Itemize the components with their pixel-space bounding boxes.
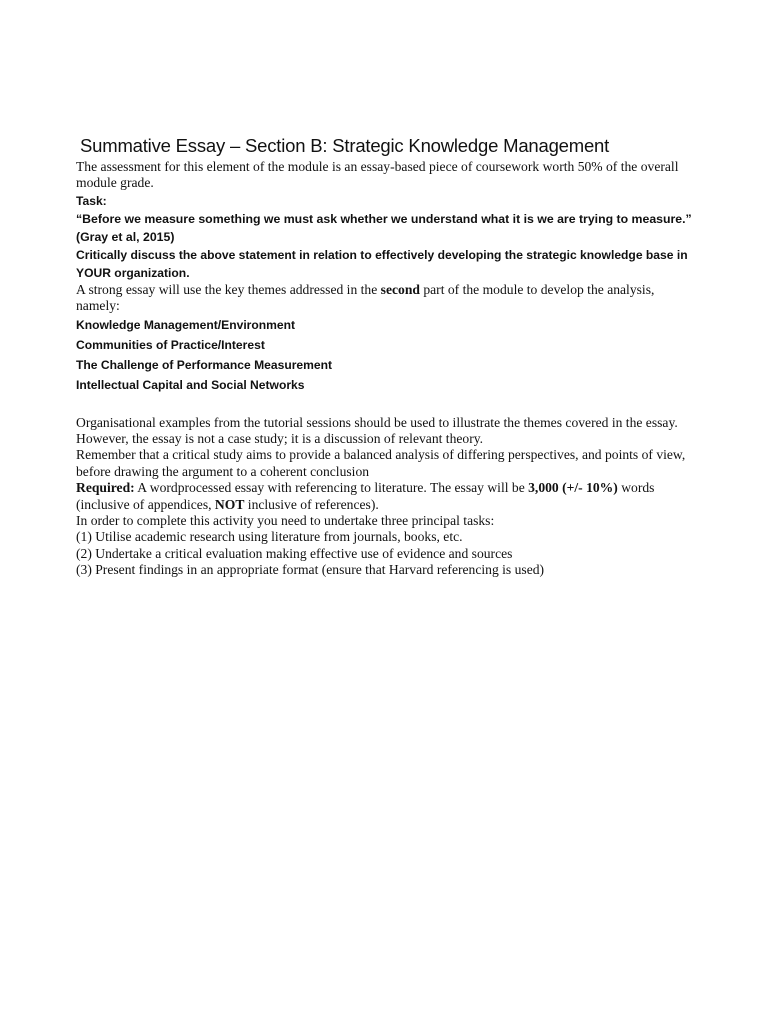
task-item: (2) Undertake a critical evaluation making effective use of evidence and sources — [76, 545, 513, 561]
task-item: (3) Present findings in an appropriate format (ensure that Harvard referencing is used) — [76, 562, 545, 578]
required-text-1: A wordprocessed essay with referencing to literature. The essay will be — [134, 480, 529, 496]
themes-intro — [76, 282, 694, 315]
spacer — [76, 395, 694, 415]
required-text-2: words (inclusive of appendices, — [76, 480, 655, 512]
document-title: Summative Essay – Section B: Strategic Knowledge Management — [80, 135, 610, 156]
required-label: Required: — [76, 480, 135, 496]
quote-text: “Before we measure something we must ask whether we understand what it is we are trying to measure.” (Gray et al, 2015) — [76, 211, 692, 244]
themes-intro-after: part of the module to develop the analysis, namely: — [76, 281, 655, 314]
theme-item: Communities of Practice/Interest — [76, 337, 265, 352]
word-count: 3,000 (+/- 10%) — [528, 480, 618, 496]
tasks-intro: In order to complete this activity you need to undertake three principal tasks: — [76, 513, 495, 529]
instruction-text: Critically discuss the above statement in relation to effectively developing the strategic knowledge base in YOUR organization. — [76, 247, 688, 280]
critical-paragraph: Remember that a critical study aims to provide a balanced analysis of differing perspectives, and points of view, before drawing the argument to a coherent conclusion — [76, 447, 686, 479]
document-body — [76, 159, 694, 579]
required-paragraph — [76, 480, 694, 513]
examples-paragraph: Organisational examples from the tutorial sessions should be used to illustrate the themes covered in the essay. However, the essay is not a case study; it is a discussion of relevant theory. — [76, 414, 678, 447]
required-text-3: inclusive of references). — [244, 496, 379, 512]
not-emphasis: NOT — [214, 496, 245, 512]
theme-item: Intellectual Capital and Social Networks — [76, 377, 305, 392]
theme-item: Knowledge Management/Environment — [76, 317, 296, 332]
themes-list — [76, 315, 694, 395]
intro-paragraph: The assessment for this element of the module is an essay-based piece of coursework worth 50% of the overall module grade. — [76, 159, 679, 191]
themes-intro-before: A strong essay will use the key themes addressed in the — [76, 281, 381, 297]
task-label: Task: — [76, 193, 107, 208]
task-item: (1) Utilise academic research using literature from journals, books, etc. — [76, 529, 463, 545]
theme-item: The Challenge of Performance Measurement — [76, 357, 333, 372]
themes-intro-bold: second — [380, 281, 420, 297]
